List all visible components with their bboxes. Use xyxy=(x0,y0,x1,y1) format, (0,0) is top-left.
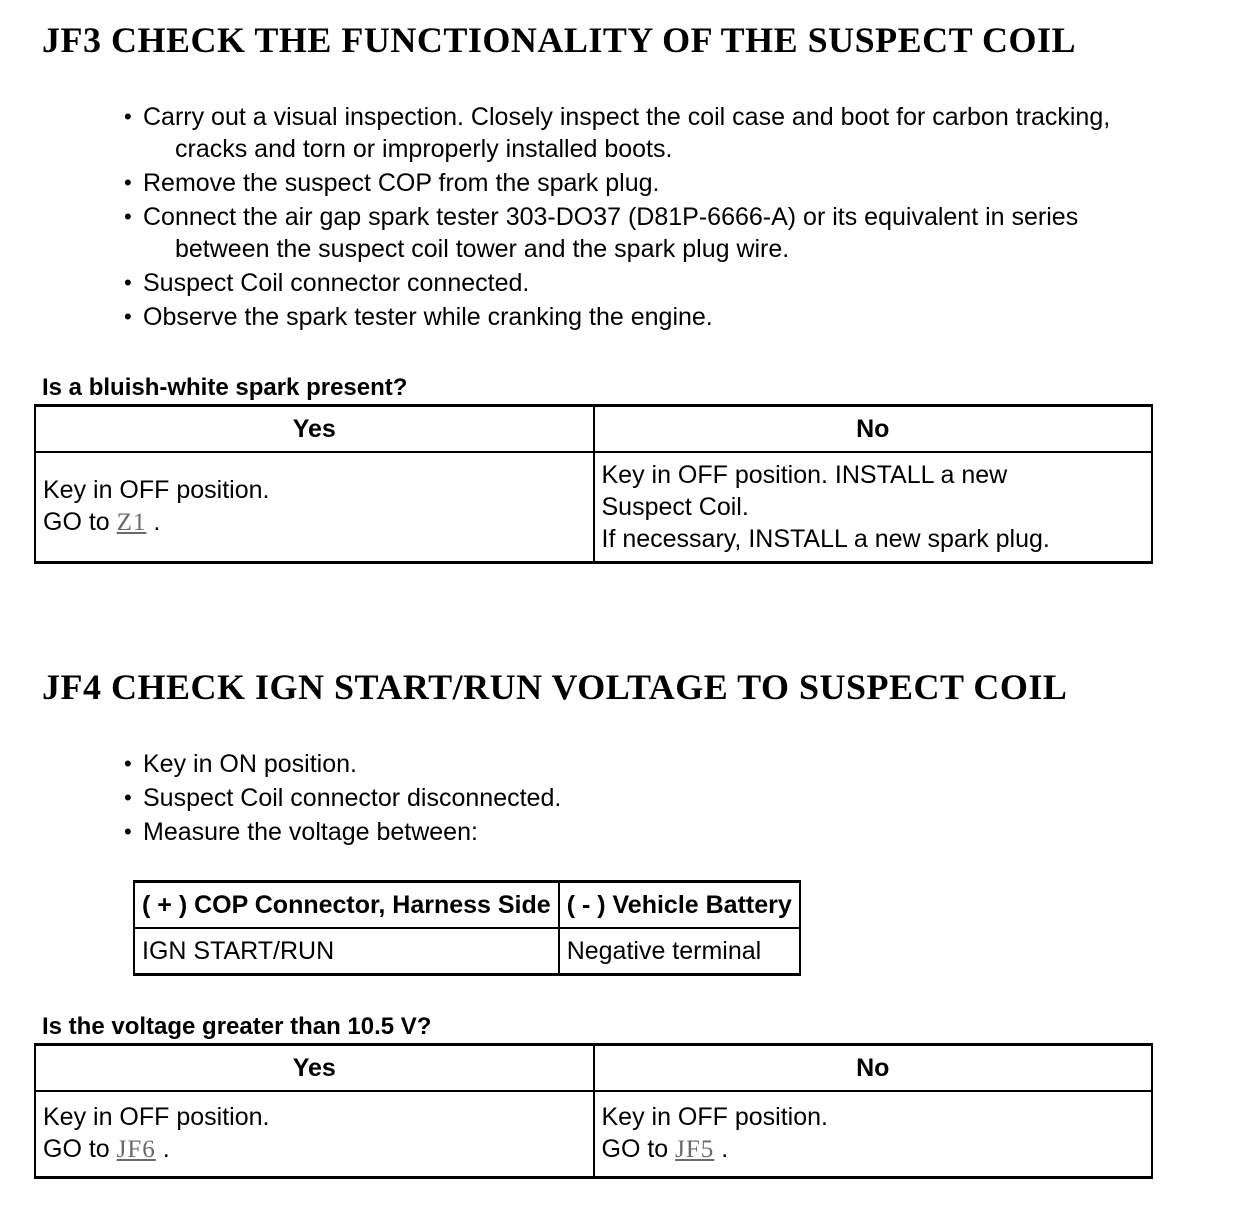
jf3-question: Is a bluish-white spark present? xyxy=(42,374,408,401)
goto-suffix: . xyxy=(714,1135,729,1164)
list-item xyxy=(124,101,1110,165)
no-goto xyxy=(602,1133,1145,1166)
list-item xyxy=(124,301,1110,333)
no-instruction-note: If necessary, INSTALL a new spark plug. xyxy=(601,524,1050,553)
goto-jf5-link[interactable]: JF5 xyxy=(675,1136,715,1164)
jf4-heading: JF4 CHECK IGN START/RUN VOLTAGE TO SUSPECT COIL xyxy=(42,667,1068,707)
table-header-row xyxy=(35,406,1152,453)
no-column-header: No xyxy=(594,1045,1153,1092)
no-instruction: Key in OFF position. xyxy=(601,1103,828,1132)
yes-goto xyxy=(43,1133,586,1166)
yes-column-header: Yes xyxy=(35,406,594,453)
negative-lead-value: Negative terminal xyxy=(559,928,800,975)
yes-cell xyxy=(35,452,594,562)
goto-jf6-link[interactable]: JF6 xyxy=(116,1136,156,1164)
no-column-header: No xyxy=(594,406,1153,453)
bullet-text: Connect the air gap spark tester 303-DO37 (D81P-6666-A) or its equivalent in series xyxy=(143,203,1079,231)
positive-lead-value: IGN START/RUN xyxy=(134,928,559,975)
jf3-decision-table xyxy=(34,404,1153,564)
jf3-bullet-list xyxy=(124,101,1110,335)
list-item xyxy=(124,201,1110,265)
yes-column-header: Yes xyxy=(35,1045,594,1092)
bullet-text-continued: between the suspect coil tower and the spark plug wire. xyxy=(175,235,790,263)
bullet-text: Measure the voltage between: xyxy=(143,818,478,846)
goto-z1-link[interactable]: Z1 xyxy=(116,509,147,537)
goto-label: GO to xyxy=(601,1135,676,1164)
bullet-text: Suspect Coil connector connected. xyxy=(143,269,530,297)
no-instruction-continued: Suspect Coil. xyxy=(601,492,749,521)
list-item xyxy=(124,748,561,780)
list-item xyxy=(124,816,561,848)
goto-label: GO to xyxy=(43,1135,117,1164)
yes-cell xyxy=(35,1091,594,1177)
list-item xyxy=(124,267,1110,299)
table-row xyxy=(134,928,800,975)
no-cell xyxy=(594,452,1153,562)
no-cell xyxy=(594,1091,1153,1177)
no-instruction: Key in OFF position. INSTALL a new xyxy=(601,460,1008,489)
yes-instruction: Key in OFF position. xyxy=(43,476,270,505)
jf4-bullet-list xyxy=(124,748,561,850)
bullet-text: Suspect Coil connector disconnected. xyxy=(143,784,562,812)
table-row xyxy=(35,1091,1152,1177)
yes-goto xyxy=(43,506,586,539)
goto-suffix: . xyxy=(146,508,161,537)
jf4-question: Is the voltage greater than 10.5 V? xyxy=(42,1013,432,1040)
goto-suffix: . xyxy=(155,1135,170,1164)
measurement-table xyxy=(133,880,801,976)
table-header-row xyxy=(134,882,800,929)
bullet-text: Key in ON position. xyxy=(143,750,357,778)
bullet-text: Carry out a visual inspection. Closely inspect the coil case and boot for carbon tracking, xyxy=(143,103,1111,131)
bullet-text: Observe the spark tester while cranking the engine. xyxy=(143,303,713,331)
negative-lead-header: ( - ) Vehicle Battery xyxy=(559,882,800,929)
goto-label: GO to xyxy=(43,508,117,537)
table-header-row xyxy=(35,1045,1152,1092)
table-row xyxy=(35,452,1152,562)
list-item xyxy=(124,782,561,814)
list-item xyxy=(124,167,1110,199)
positive-lead-header: ( + ) COP Connector, Harness Side xyxy=(134,882,559,929)
jf4-decision-table xyxy=(34,1043,1153,1179)
jf3-heading: JF3 CHECK THE FUNCTIONALITY OF THE SUSPECT COIL xyxy=(42,20,1077,60)
yes-instruction: Key in OFF position. xyxy=(43,1103,270,1132)
bullet-text: Remove the suspect COP from the spark plug. xyxy=(143,169,660,197)
bullet-text-continued: cracks and torn or improperly installed boots. xyxy=(175,135,673,163)
